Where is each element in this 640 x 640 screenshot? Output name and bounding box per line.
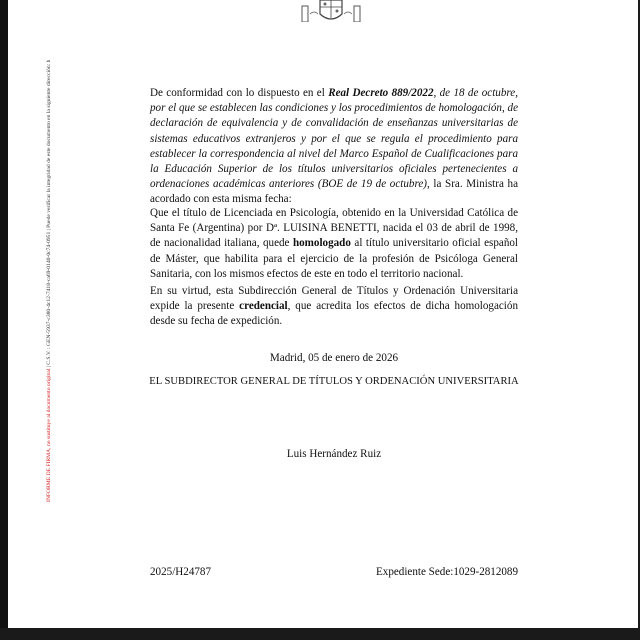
place-and-date: Madrid, 05 de enero de 2026 bbox=[269, 352, 399, 364]
coat-of-arms-icon bbox=[298, 0, 364, 22]
homologation-text-before: Que el título de Licenciada en Psicología, obtenido en la Universidad Católica de Santa Fe (Argentina) por Dª. LUISINA BENETTI, nacida el 03 de abril de 1998, de nacionalidad italiana, quede bbox=[150, 207, 518, 250]
credential-keyword: credencial bbox=[239, 300, 288, 313]
signature-report-note: INFORME DE FIRMA, no sustituye al documento original bbox=[46, 368, 52, 502]
decree-reference: Real Decreto 889/2022 bbox=[328, 87, 434, 99]
paragraph-decree-tail: , la Sra. Ministra ha acordado con esta misma fecha: bbox=[150, 178, 518, 206]
decree-description: , de 18 de octubre, por el que se establecen las condiciones y los procedimientos de homologación, de declaración de equivalencia y de convalidación de enseñanzas universitarias de sistemas educativos extranjeros y por el que se regula el procedimiento para establecer la correspondencia al nivel del Marco Español de Cualificaciones para la Educación Superior de los títulos universitarios oficiales pertenecientes a ordenaciones académicas anteriores (BOE de 19 de octubre) bbox=[150, 87, 518, 191]
credential-text-before: En su virtud, esta Subdirección General de Títulos y Ordenación Universitaria expide la presente bbox=[150, 285, 518, 313]
paragraph-decree bbox=[150, 86, 518, 208]
signer-name: Luis Hernández Ruiz bbox=[286, 448, 382, 460]
paragraph-homologation bbox=[150, 206, 518, 282]
document-page bbox=[8, 0, 638, 640]
homologation-text-after: al título universitario oficial español de Máster, que habilita para el ejercicio de la profesión de Psicóloga General Sanitaria, con los mismos efectos de este en todo el territorio nacional. bbox=[150, 237, 518, 280]
homologated-keyword: homologado bbox=[292, 237, 351, 250]
signer-title: EL SUBDIRECTOR GENERAL DE TÍTULOS Y ORDENACIÓN UNIVERSITARIA bbox=[149, 376, 519, 387]
credential-text-after: , que acredita los efectos de dicha homologación desde su fecha de expedición. bbox=[150, 300, 518, 328]
reference-number: 2025/H24787 bbox=[150, 566, 212, 578]
left-dark-strip bbox=[0, 0, 8, 640]
paragraph-decree-lead: De conformidad con lo dispuesto en el bbox=[150, 87, 325, 99]
verification-side-note bbox=[46, 60, 52, 502]
paragraph-credential bbox=[150, 284, 518, 330]
file-number: Expediente Sede:1029-2812089 bbox=[376, 566, 519, 578]
csv-verification-note: | C.S.V. : GEN-5937-c380-4c12-7418-ca69-0140-0c74-0951 | Puede verificar la integridad de este documento en la siguiente dirección: h bbox=[46, 59, 52, 368]
bottom-dark-bar bbox=[0, 628, 640, 640]
